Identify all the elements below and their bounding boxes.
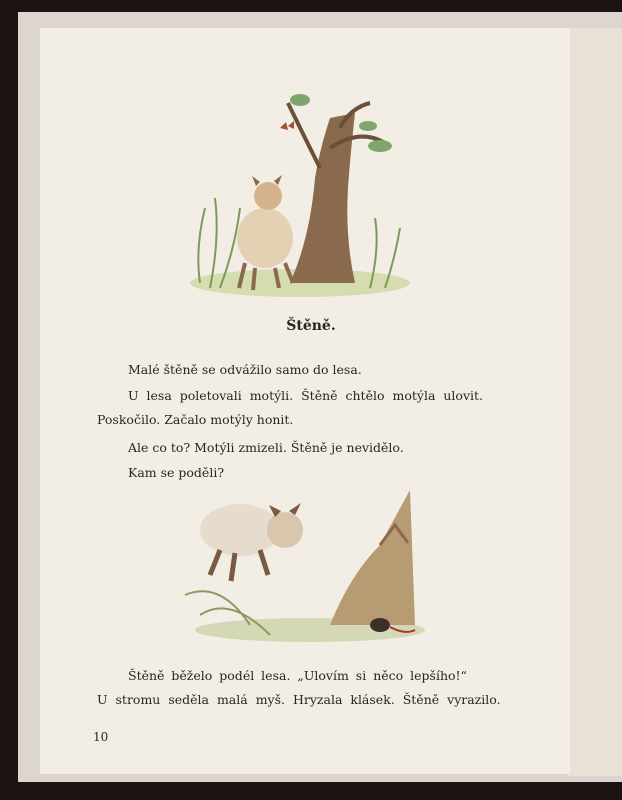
paragraph-2: U lesa poletovali motýli. Štěně chtělo motýla ulovit. bbox=[128, 388, 483, 403]
paragraph-6: U stromu seděla malá myš. Hryzala klásek. Štěně vyrazilo. bbox=[97, 692, 501, 707]
jumping-puppy-illustration bbox=[180, 485, 425, 645]
paragraph-3: Ale co to? Motýli zmizeli. Štěně je nevidělo. bbox=[128, 440, 404, 455]
story-title: Štěně. bbox=[286, 318, 336, 334]
paragraph-4: Kam se poděli? bbox=[128, 465, 225, 480]
paragraph-1: Malé štěně se odvážilo samo do lesa. bbox=[128, 362, 362, 377]
puppy-and-tree-illustration bbox=[180, 88, 420, 303]
next-page-edge bbox=[568, 28, 622, 776]
page-number: 10 bbox=[93, 730, 109, 744]
paragraph-5: Štěně běželo podél lesa. „Ulovím si něco lepšího!“ bbox=[128, 668, 467, 683]
paragraph-2-continued: Poskočilo. Začalo motýly honit. bbox=[97, 412, 294, 427]
